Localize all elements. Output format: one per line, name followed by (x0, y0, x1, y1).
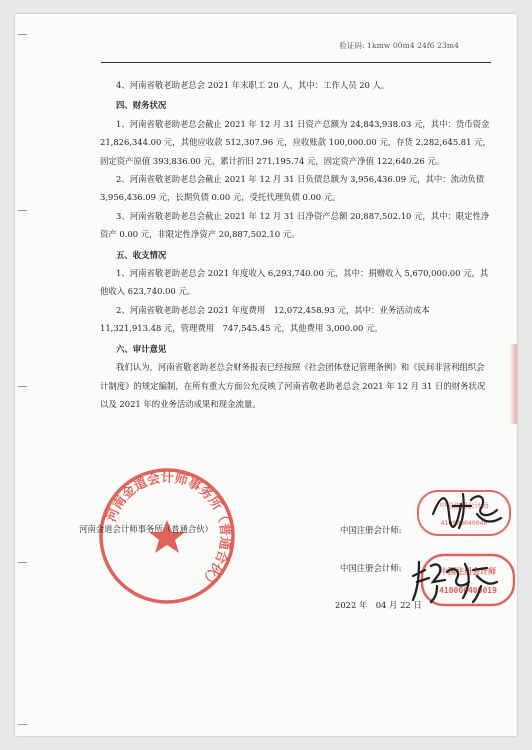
cpa-label-1: 中国注册会计师: (340, 525, 402, 535)
firm-name: 河南金道会计师事务所（普通合伙） (79, 524, 213, 534)
cpa-seal-2-number: 410000400019 (439, 586, 497, 595)
cpa-label-2: 中国注册会计师: (340, 563, 402, 573)
report-date: 2022 年 04 月 22 日 (335, 600, 422, 610)
header-rule (101, 62, 491, 63)
cpa-seal-2-ring: 中国注册会计师 (440, 567, 496, 576)
cpa-seal-1-number: 410000040040 (440, 519, 488, 527)
document-page (15, 14, 517, 736)
report-body (100, 76, 492, 413)
paragraph-audit-opinion: 我们认为，河南省敬老助老总会财务报表已经按照《社会团体登记管理条例》和《民间非营利组织会计制度》的规定编制，在所有重大方面公允反映了河南省敬老助老总会 2021 年 12 月 31 日的财务状况以及 2021 年的业务活动成果和现金流量。 (100, 362, 486, 409)
firm-seal (97, 466, 237, 606)
cpa-seal-1-ring: 中国注册会计师 (439, 502, 489, 510)
edge-seal-fragment (509, 344, 517, 424)
paragraph-income: 1、河南省敬老助老总会 2021 年度收入 6,293,740.00 元，其中：捐赠收入 5,670,000.00 元，其他收入 623,740.00 元。 (100, 268, 489, 297)
section-title-financial: 四、财务状况 (116, 100, 167, 111)
paragraph-staff: 4、河南省敬老助老总会 2021 年末职工 20 人，其中：工作人员 20 人。 (116, 80, 390, 90)
cpa-signature-1 (427, 484, 507, 534)
paragraph-expense: 2、河南省敬老助老总会 2021 年度费用 12,072,458.93 元，其中：业务活动成本 11,321,913.48 元，管理费用 747,545.45 元，其他费用 3,000.00 元。 (100, 304, 430, 334)
paragraph-net-assets: 3、河南省敬老助老总会截止 2021 年 12 月 31 日净资产总额 20,887,502.10 元，其中：限定性净资产 0.00 元，非限定性净资产 20,887,502.10 元。 (100, 210, 490, 240)
firm-seal-ring-text: 河南金道会计师事务所（普通合伙） (104, 470, 233, 590)
paragraph-liabilities: 2、河南省敬老助老总会截止 2021 年 12 月 31 日负债总额为 3,956,436.09 元，其中：流动负债 3,956,436.09 元，长期负债 0.00 元，受托代理负债 0.00 元。 (100, 174, 485, 203)
section-title-opinion: 六、审计意见 (116, 343, 167, 354)
paragraph-assets: 1、河南省敬老助老总会截止 2021 年 12 月 31 日资产总额为 24,843,938.03 元，其中：货币资金 21,826,344.00 元，其他应收款 512,307.96 元，应收账款 100,000.00 元，存货 2,282,645.81 元，固定资产原值 393,836.00 元，累计折旧 271,195.74 元，固定资产净值 122,640.26 元。 (100, 118, 491, 166)
cpa-signature-2 (407, 552, 505, 606)
section-title-income: 五、收支情况 (116, 249, 167, 260)
verification-code: 验证码: 1kmw 00m4 24f6 23m4 (339, 41, 459, 50)
